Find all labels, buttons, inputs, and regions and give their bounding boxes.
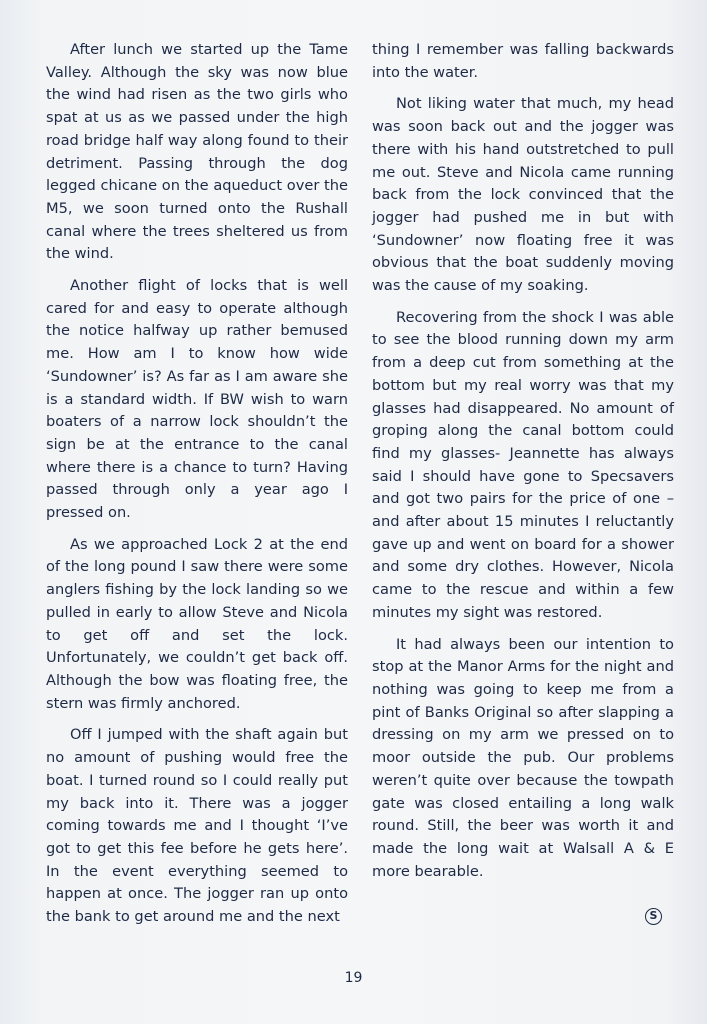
paragraph: It had always been our intention to stop at the Manor Arms for the night and nothing was going to keep me from a pint of Banks Original so after slapping a dressing on my arm we pressed on to moor outside the pub. Our problems weren’t quite over because the towpath gate was closed entailing a long walk round. Still, the beer was worth it and made the long wait at Walsall A & E more bearable. <box>372 635 674 880</box>
paragraph: Recovering from the shock I was able to see the blood running down my arm from a deep cut from something at the bottom but my real worry was that my glasses had disappeared. No amount of groping along the canal bottom could find my glasses- Jeannette has always said I should have gone to Specsavers and got two pairs for the price of one – and after about 15 minutes I reluctantly gave up and went on board for a shower and some dry clothes. However, Nicola came to the rescue and within a few minutes my sight was restored. <box>372 308 674 621</box>
left-column <box>46 39 348 938</box>
end-of-article-icon: S <box>645 908 662 925</box>
paragraph: Not liking water that much, my head was soon back out and the jogger was there with his hand outstretched to pull me out. Steve and Nicola came running back from the lock convinced that the jogger had pushed me in but with ‘Sundowner’ now floating free it was obvious that the boat suddenly moving was the cause of my soaking. <box>372 95 674 295</box>
paragraph-continued: thing I remember was falling backwards into the water. <box>372 41 674 81</box>
paragraph: Off I jumped with the shaft again but no amount of pushing would free the boat. I turned round so I could really put my back into it. There was a jogger coming towards me and I thought ‘I’ve got to get this fee before he gets here’. In the event everything seemed to happen at once. The jogger ran up onto the bank to get around me and the next <box>46 726 348 926</box>
paragraph: As we approached Lock 2 at the end of the long pound I saw there were some anglers fishing by the lock landing so we pulled in early to allow Steve and Nicola to get off and set the lock. Unfortunately, we couldn’t get back off. Although the bow was floating free, the stern was firmly anchored. <box>46 535 348 712</box>
paragraph: Another flight of locks that is well cared for and easy to operate although the notice halfway up rather bemused me. How am I to know how wide ‘Sundowner’ is? As far as I am aware she is a standard width. If BW wish to warn boaters of a narrow lock shouldn’t the sign be at the entrance to the canal where there is a chance to turn? Having passed through only a year ago I pressed on. <box>46 277 348 522</box>
right-column <box>372 39 674 892</box>
paragraph: After lunch we started up the Tame Valley. Although the sky was now blue the wind had risen as the two girls who spat at us as we passed under the high road bridge half way along found to their detriment. Passing through the dog legged chicane on the aqueduct over the M5, we soon turned onto the Rushall canal where the trees sheltered us from the wind. <box>46 41 348 263</box>
page-number: 19 <box>344 970 363 986</box>
